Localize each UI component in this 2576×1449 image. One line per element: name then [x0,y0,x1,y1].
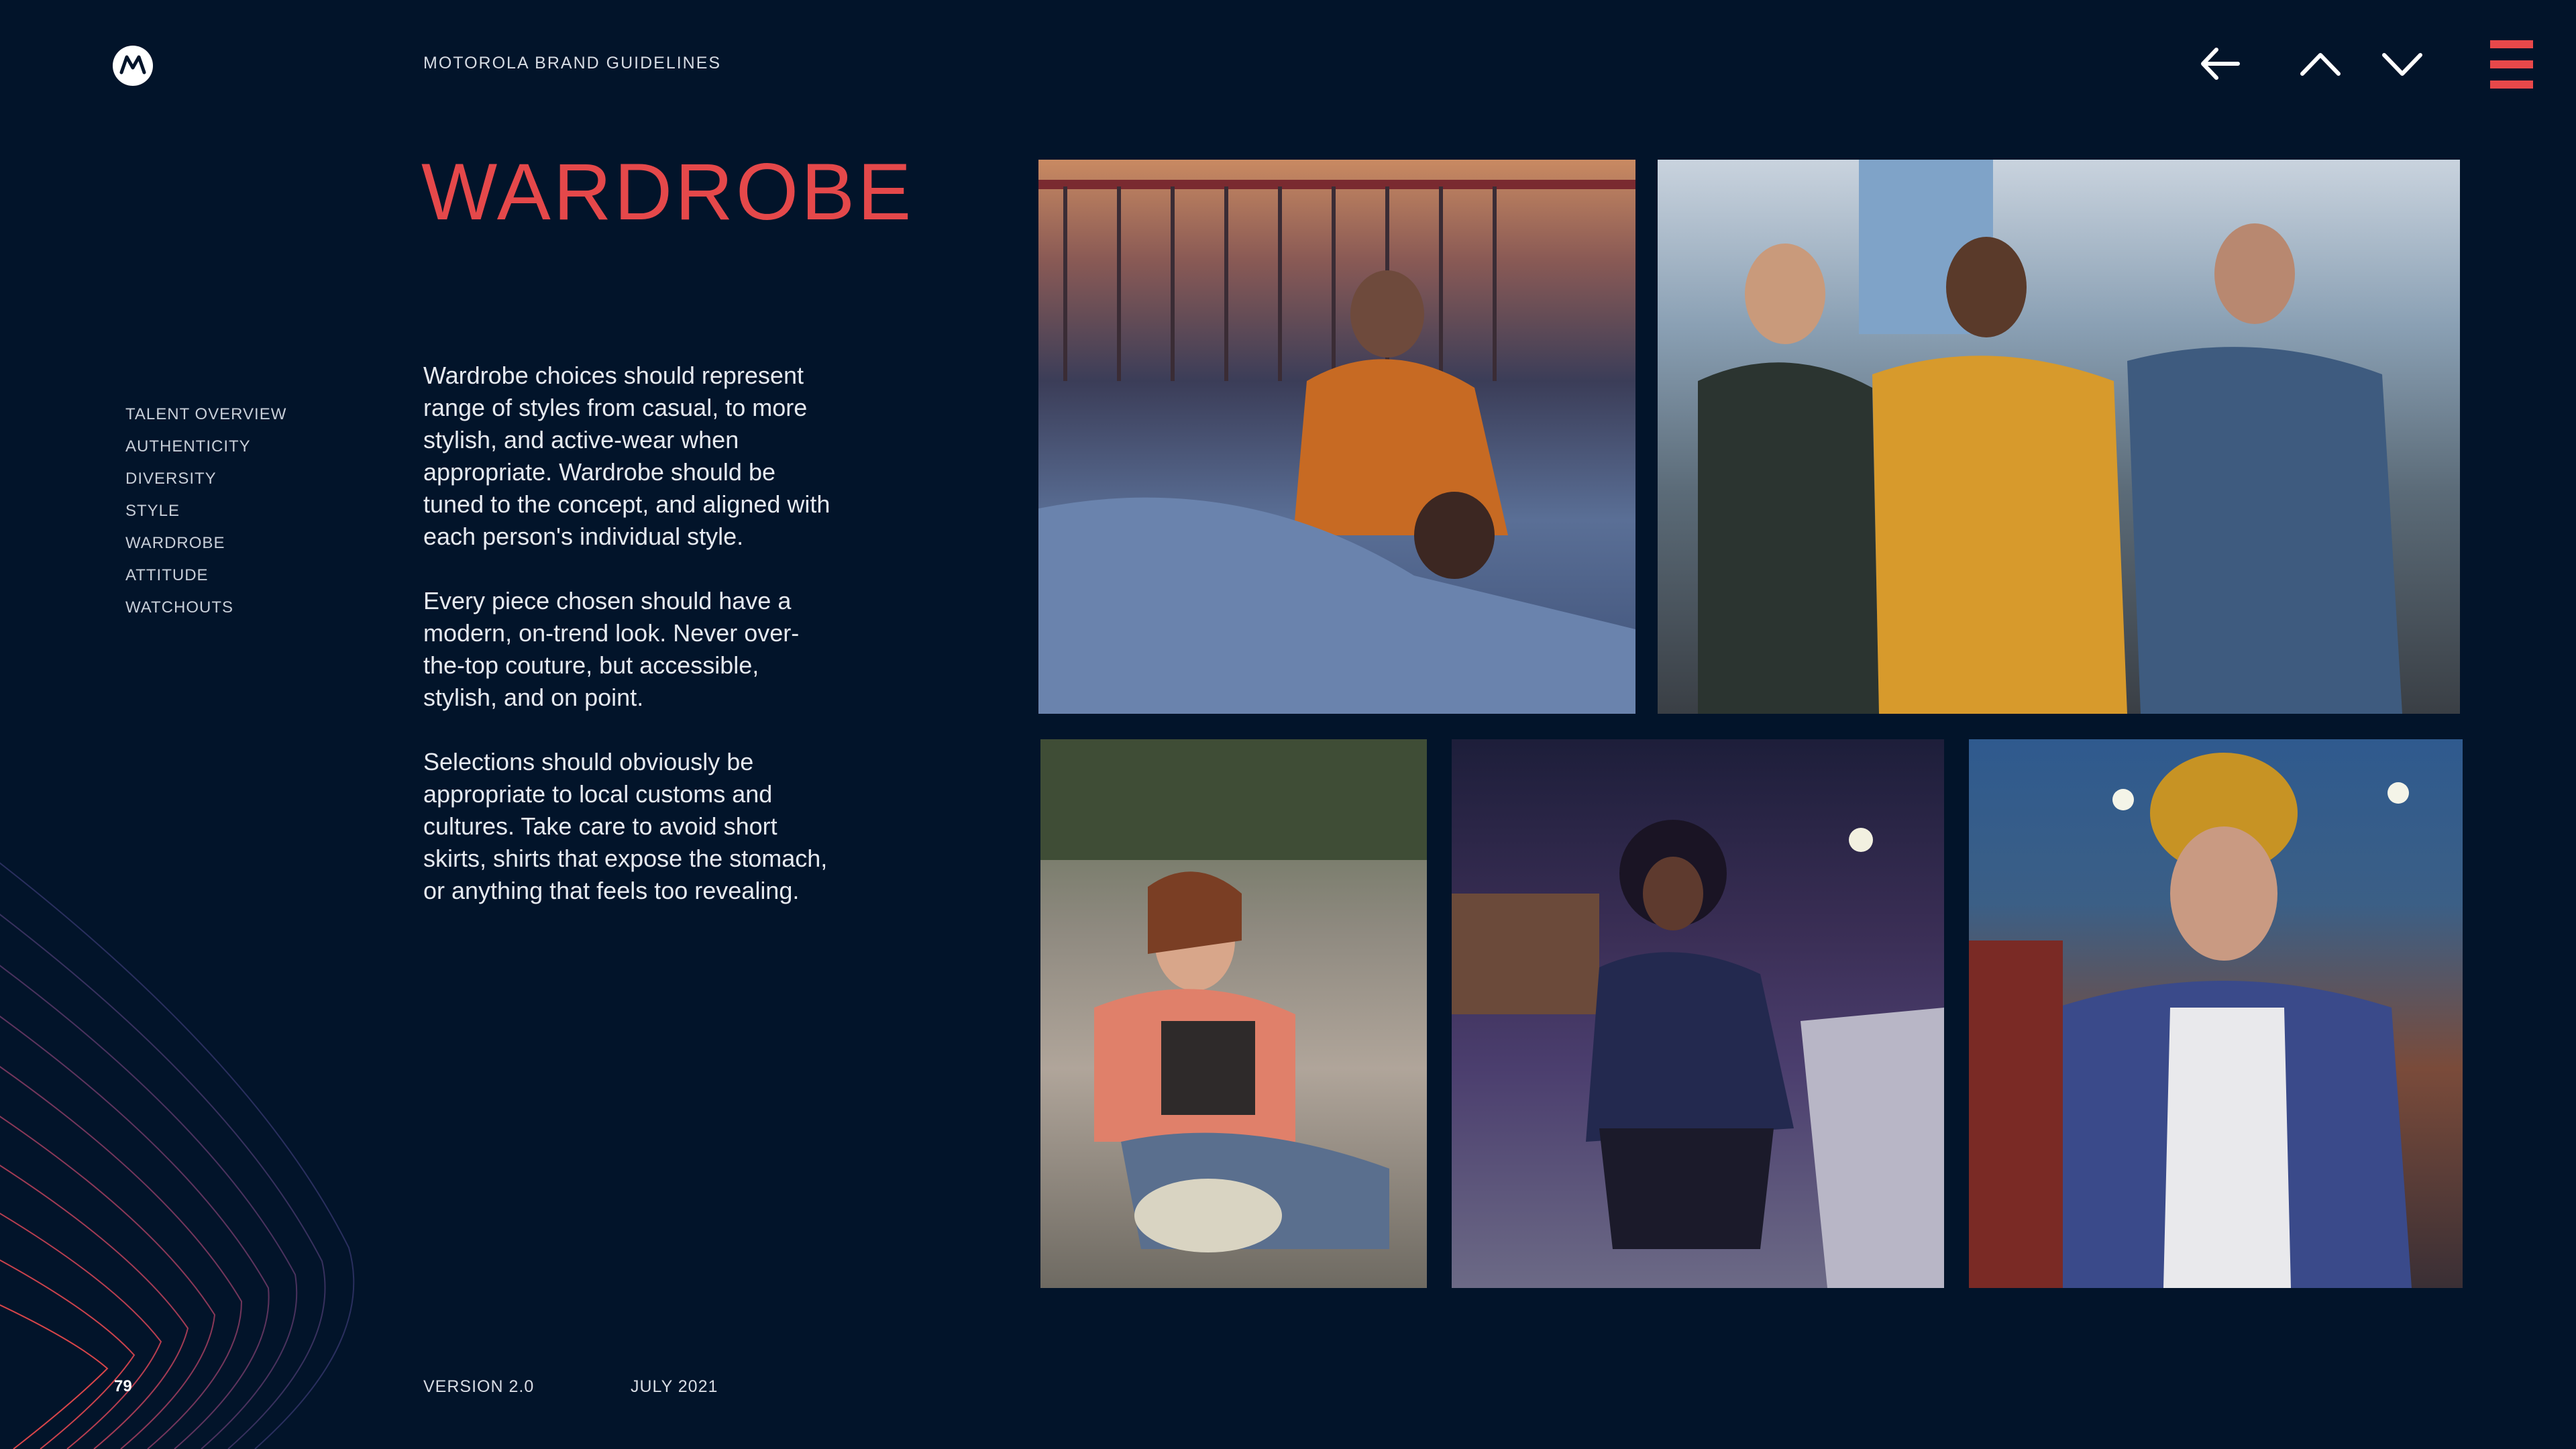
sidebar-item-authenticity[interactable]: AUTHENTICITY [125,437,251,455]
sidebar-item-watchouts[interactable]: WATCHOUTS [125,598,233,616]
sidebar-item-attitude[interactable]: ATTITUDE [125,566,209,584]
photo-friends-selfie [1038,160,1635,714]
section-nav [125,398,286,624]
date-label: JULY 2021 [631,1377,718,1396]
paragraph-modern-look: Every piece chosen should have a modern, on-trend look. Never over-the-top couture, but accessible, stylish, and on point. [423,587,800,711]
paragraph-wardrobe-choices: Wardrobe choices should represent range of styles from casual, to more stylish, and active-wear when appropriate. Wardrobe should be tuned to the concept, and aligned with each person's individual style. [423,362,830,550]
photo-three-men [1658,160,2460,714]
page-number: 79 [114,1377,132,1395]
sidebar-item-style[interactable]: STYLE [125,502,180,520]
decorative-contour-lines [0,738,402,1449]
sidebar-item-wardrobe[interactable]: WARDROBE [125,534,225,552]
page-title: WARDROBE [421,147,914,237]
motorola-logo-icon[interactable] [113,46,153,86]
sidebar-item-diversity[interactable]: DIVERSITY [125,470,217,488]
back-button[interactable] [2196,42,2243,86]
next-page-button[interactable] [2379,42,2426,86]
version-label: VERSION 2.0 [423,1377,535,1396]
previous-page-button[interactable] [2297,42,2344,86]
arrow-left-icon [2196,42,2243,86]
menu-button[interactable] [2490,40,2533,89]
paragraph-local-customs: Selections should obviously be appropriate to local customs and cultures. Take care to avoid short skirts, shirts that expose the stomach, or anything that feels too revealing. [423,748,828,904]
hamburger-menu-icon [2490,40,2533,48]
photo-woman-couch [1040,739,1427,1288]
brand-guidelines-label: MOTOROLA BRAND GUIDELINES [423,54,722,72]
photo-man-phone [1969,739,2463,1288]
chevron-up-icon [2297,42,2344,86]
body-copy [423,360,839,939]
chevron-down-icon [2379,42,2426,86]
photo-woman-night-street [1452,739,1944,1288]
sidebar-item-talent-overview[interactable]: TALENT OVERVIEW [125,405,287,423]
